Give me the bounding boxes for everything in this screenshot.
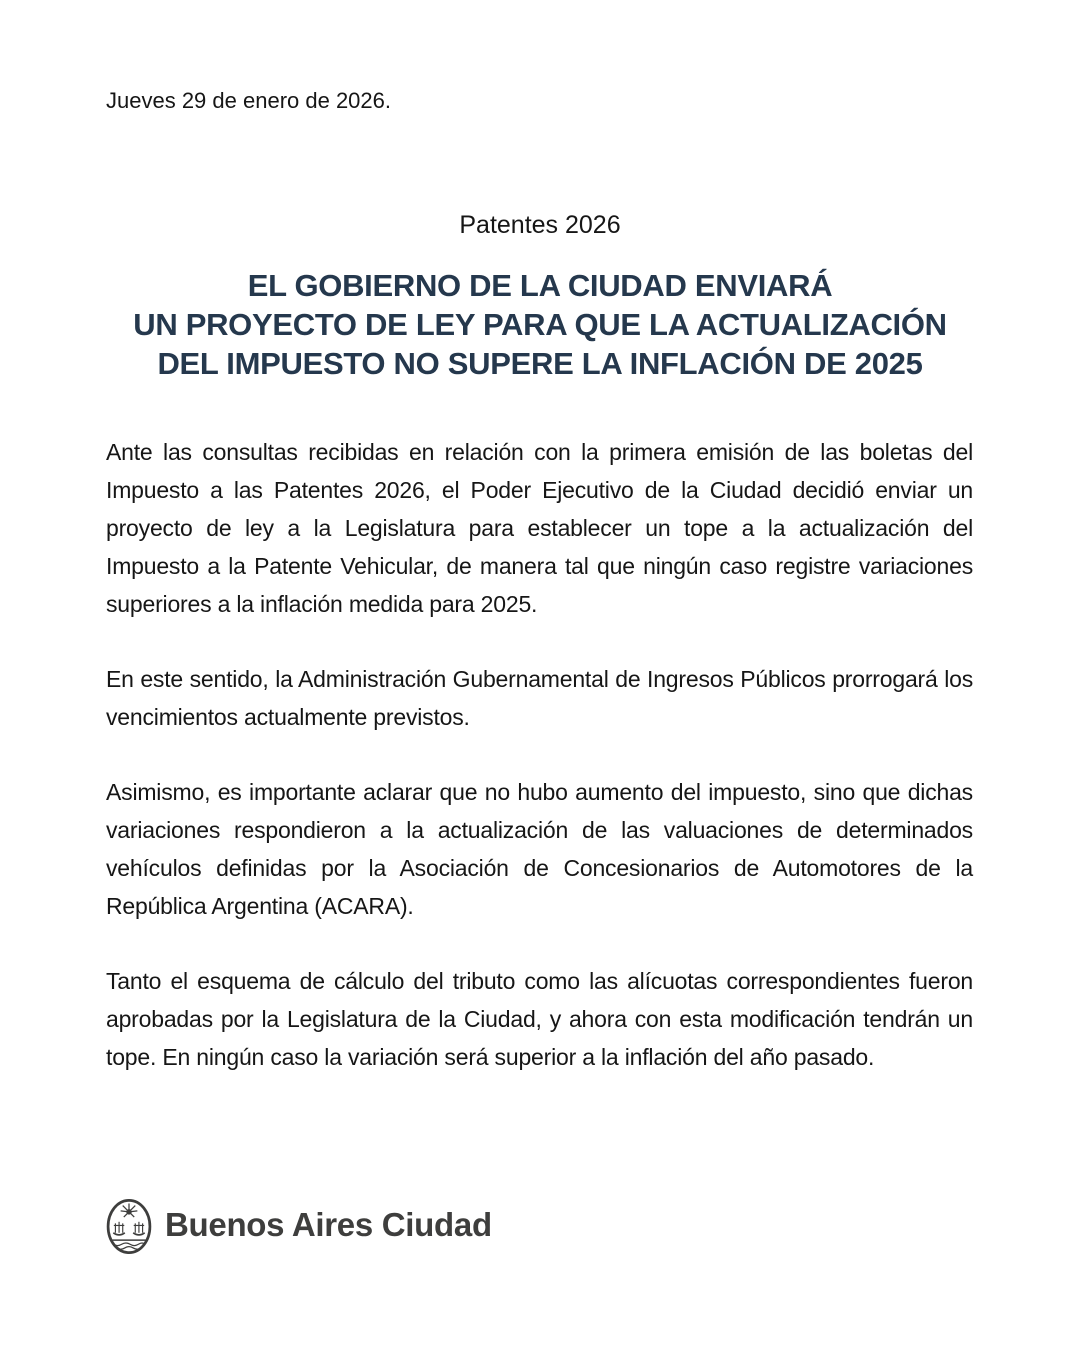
date-line: Jueves 29 de enero de 2026. bbox=[106, 88, 392, 113]
logo-wordmark: Buenos Aires Ciudad bbox=[165, 1206, 492, 1243]
paragraph-1: Ante las consultas recibidas en relación con la primera emisión de las boletas del Impuesto a las Patentes 2026, el Poder Ejecutivo de la Ciudad decidió enviar un proyecto de ley a la Legislatura para establecer un tope a la actualización del Impuesto a la Patente Vehicular, de manera tal que ningún caso registre variaciones superiores a la inflación medida para 2025. bbox=[106, 439, 973, 617]
paragraph-2: En este sentido, la Administración Gubernamental de Ingresos Públicos prorrogará los vencimientos actualmente previstos. bbox=[106, 666, 973, 730]
headline-line-1: EL GOBIERNO DE LA CIUDAD ENVIARÁ bbox=[247, 268, 833, 303]
headline bbox=[0, 266, 1080, 383]
buenos-aires-crest-icon bbox=[106, 1198, 152, 1255]
paragraph-4: Tanto el esquema de cálculo del tributo como las alícuotas correspondientes fueron aprobadas por la Legislatura de la Ciudad, y ahora con esta modificación tendrán un tope. En ningún caso la variación será superior a la inflación del año pasado. bbox=[106, 968, 973, 1070]
kicker-title: Patentes 2026 bbox=[459, 211, 621, 239]
headline-line-2: UN PROYECTO DE LEY PARA QUE LA ACTUALIZACIÓN bbox=[133, 307, 947, 342]
headline-line-3: DEL IMPUESTO NO SUPERE LA INFLACIÓN DE 2025 bbox=[157, 346, 923, 381]
footer-logo bbox=[106, 1198, 492, 1255]
body-copy bbox=[106, 433, 973, 1113]
paragraph-3: Asimismo, es importante aclarar que no hubo aumento del impuesto, sino que dichas variaciones respondieron a la actualización de las valuaciones de determinados vehículos definidas por la Asociación de Concesionarios de Automotores de la República Argentina (ACARA). bbox=[106, 779, 973, 919]
